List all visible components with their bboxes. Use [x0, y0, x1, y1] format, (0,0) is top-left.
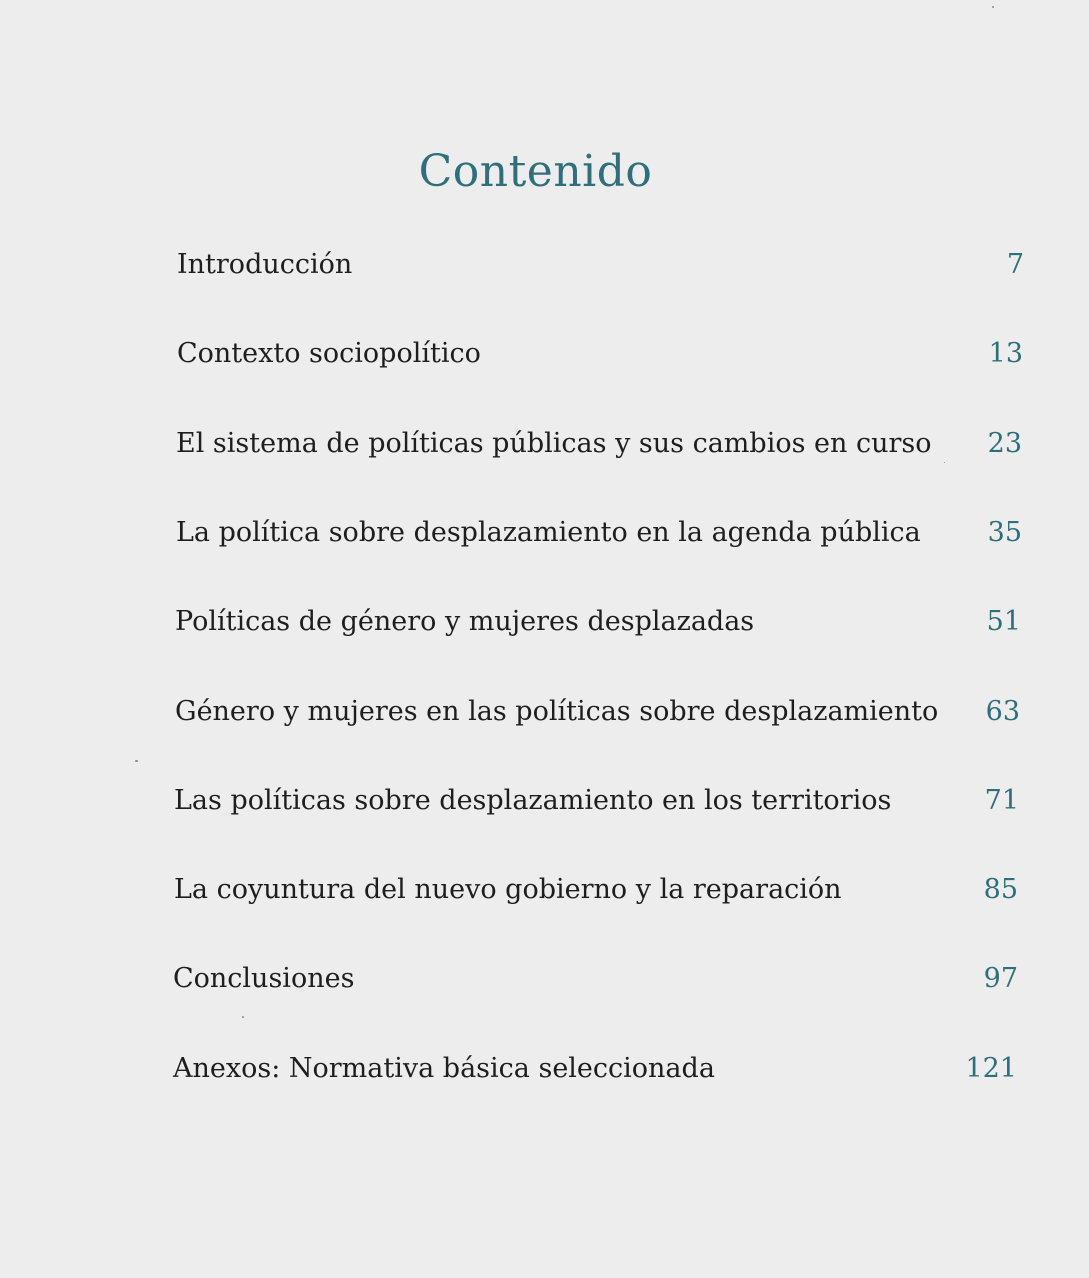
toc-entry: [0, 692, 1089, 732]
toc-entry-page: 13: [988, 338, 1023, 369]
toc-entry: [0, 513, 1089, 553]
scan-speck: [992, 6, 994, 8]
scan-speck: [242, 1016, 244, 1018]
toc-entry-title: La coyuntura del nuevo gobierno y la reparación: [174, 874, 842, 905]
toc-entry-title: Conclusiones: [173, 963, 355, 994]
toc-entry: [0, 1049, 1089, 1089]
toc-entry: [0, 424, 1089, 464]
toc-entry: [0, 245, 1089, 285]
page-title: Contenido: [418, 146, 653, 197]
toc-entry-title: Las políticas sobre desplazamiento en los territorios: [174, 785, 892, 816]
toc-entry-title: Políticas de género y mujeres desplazadas: [175, 606, 755, 637]
toc-entry-title: La política sobre desplazamiento en la agenda pública: [176, 517, 921, 548]
toc-entry-page: 85: [983, 874, 1018, 905]
toc-entry-page: 71: [984, 785, 1019, 816]
toc-entry-title: Género y mujeres en las políticas sobre desplazamiento: [175, 696, 939, 727]
toc-entry-page: 51: [986, 606, 1021, 637]
toc-entry: [0, 781, 1089, 821]
toc-entry-page: 121: [965, 1053, 1017, 1084]
scan-speck: [135, 760, 138, 762]
toc-entry-page: 23: [987, 428, 1022, 459]
toc-entry: [0, 870, 1089, 910]
toc-entry-title: Contexto sociopolítico: [177, 338, 481, 369]
toc-entry-title: Anexos: Normativa básica seleccionada: [173, 1053, 715, 1084]
toc-entry-title: El sistema de políticas públicas y sus cambios en curso: [176, 428, 932, 459]
toc-entry: [0, 959, 1089, 999]
toc-entry: [0, 334, 1089, 374]
scan-speck: [944, 462, 945, 463]
toc-entry-title: Introducción: [177, 249, 353, 280]
toc-entry: [0, 602, 1089, 642]
toc-entry-page: 97: [983, 963, 1018, 994]
toc-entry-page: 35: [987, 517, 1022, 548]
toc-entry-page: 7: [1006, 249, 1024, 280]
toc-entry-page: 63: [985, 696, 1020, 727]
